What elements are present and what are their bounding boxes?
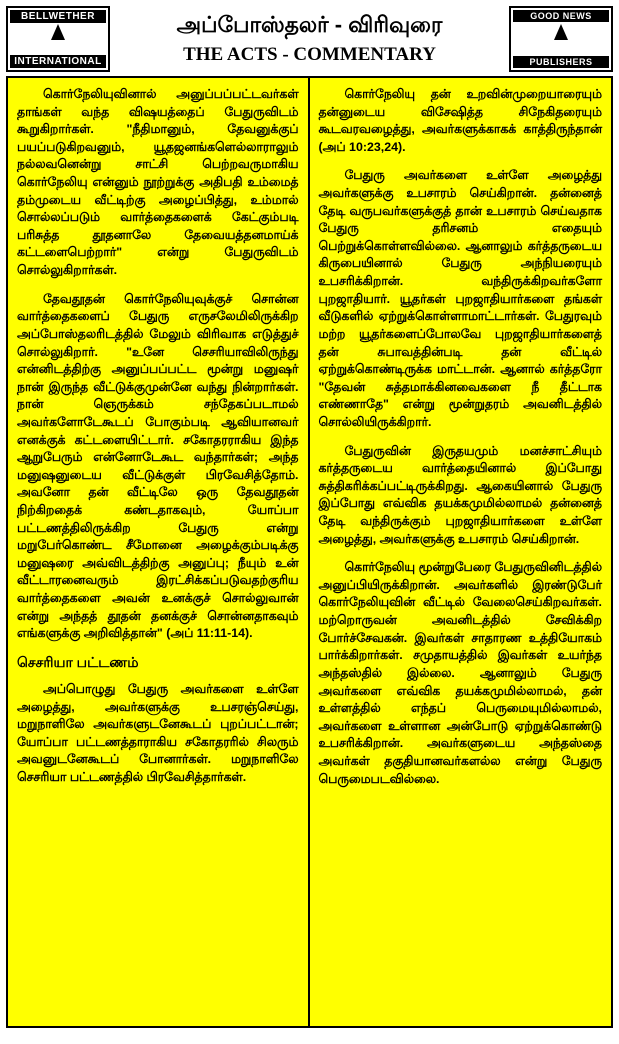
torch-icon <box>51 24 65 40</box>
paragraph: பேதுருவின் இருதயமும் மனச்சாட்சியும் கர்த்தருடைய வார்த்தையினால் இப்போது சுத்திகரிக்கப்பட்டிருக்கிறது. ஆகையினால் பேதுரு இப்போது எவ்விக தயக்கமுமில்லாமல் தன்னைத் தேடி வந்திருக்கும் புறஜாதியார்களை உள்ளே அழைத்து, அவர்களுக்கு உபசாரம் செய்கிறான். <box>318 443 602 546</box>
good-news-logo-bottom-band: PUBLISHERS <box>513 56 609 68</box>
page-header <box>0 0 619 72</box>
paragraph: தேவதூதன் கொர்நேலியுவுக்குச் சொன்ன வார்த்தைகளைப் பேதுரு எருசலேமிலிருக்கிற அப்போஸ்தலரிடத்தில் மேலும் விரிவாக எடுத்துச் சொல்லுகிறார். "உனே செசரியாவிலிருந்து என்னிடத்திற்கு அனுப்பப்பட்ட மூன்று மனுஷர் நான் இருந்த வீட்டுக்குமுன்னே வந்து நின்றார்கள். நான் ஞெருக்கம் சந்தேகப்படாமல் அவர்களோடேகூடப் போகும்படி ஆவியானவர் எனக்குக் கட்டளையிட்டார். சகோதரராகிய இந்த ஆறுபேரும் என்னோடேகூட வந்தார்கள்; அந்த மனுஷனுடைய வீட்டுக்குள் பிரவேசித்தோம். அவனோ தன் வீட்டிலே ஒரு தேவதூதன் நிற்கிறதைக் கண்டதாகவும், யோப்பா பட்டணத்திலிருக்கிற பேதுரு என்று மறுபேர்கொண்ட சீமோனை அழைக்கும்படிக்கு மனுஷரை அவ்விடத்திற்கு அனுப்பு; நீயும் உன் வீட்டாரனைவரும் இரட்சிக்கப்படுவதற்குரிய வார்த்தைகளை அவன் உனக்குச் சொல்லுவான் என்று அந்தத் தூதன் தனக்குச் சொன்னதாகவும் எங்களுக்கு அறிவித்தான்" (அப் 11:11-14). <box>17 291 299 641</box>
section-heading: செசரியா பட்டணம் <box>17 653 139 670</box>
good-news-logo-top-band: GOOD NEWS <box>513 10 609 22</box>
left-column <box>8 78 310 1026</box>
paragraph: அப்பொழுது பேதுரு அவர்களை உள்ளே அழைத்து, அவர்களுக்கு உபசரஞ்செய்து, மறுநாளிலே அவர்களுடனேகூடப் புறப்பட்டான்; யோப்பா பட்டணத்தாராகிய சகோதரரில் சிலரும் அவனுடனேகூடப் போனார்கள். மறுநாளிலே செசரியா பட்டணத்தில் பிரவேசித்தார்கள். <box>17 681 299 784</box>
page-title-tamil: அப்போஸ்தலர் - விரிவுரை <box>176 12 443 38</box>
good-news-publishers-logo <box>509 6 613 72</box>
paragraph: பேதுரு அவர்களை உள்ளே அழைத்து அவர்களுக்கு உபசாரம் செய்கிறான். தன்னைத் தேடி வருபவர்களுக்குத் தான் உபசாரம் செய்வதாக பேதுரு தரிசனம் எதையும் பெற்றுக்கொள்ளவில்லை. ஆனாலும் கர்த்தருடைய கிருபையினால் பேதுரு அந்நியரையும் உபசரிக்கிறான். வந்திருக்கிறவர்களோ புறஜாதியார். யூதர்கள் புறஜாதியார்களை தங்கள் வீடுகளில் ஏற்றுக்கொள்ளாமாட்டார்கள். பேதுரவும் மற்ற யூதர்களைப்போலவே புறஜாதியார்களைத் தன் சுபாவத்தின்படி தன் வீட்டில் ஏற்றுக்கொண்டிருக்க மாட்டான். ஆனால் கர்த்தரோ "தேவன் சுத்தமாக்கினவைகளை நீ தீட்டாக எண்ணாதே" என்று மூன்றுதரம் அவனிடத்தில் சொல்லியிருக்கிறார். <box>318 168 602 429</box>
right-column <box>310 78 612 1026</box>
bellwether-international-logo <box>6 6 110 72</box>
good-news-torch-icon <box>513 22 609 42</box>
torch-icon <box>554 24 568 40</box>
page-title-english: THE ACTS - COMMENTARY <box>183 43 436 65</box>
paragraph: கொர்நேலியு தன் உறவின்முறையாரையும் தன்னுடைய விசேஷித்த சிநேகிதரையும் கூடவரவழைத்து, அவர்களுக்காகக் காத்திருந்தான் (அப் 10:23,24). <box>318 87 602 154</box>
paragraph: கொர்நேலியுவினால் அனுப்பப்பட்டவர்கள் தாங்கள் வந்த விஷயத்தைப் பேதுருவிடம் கூறுகிறார்கள். "நீதிமானும், தேவனுக்குப் பயப்படுகிறவனும், யூதஜனங்களெல்லாராலும் நல்லவனென்று சாட்சி பெற்றவருமாகிய கொர்நேலியு என்னும் நூற்றுக்கு அதிபதி உம்மைத் தம்முடைய வீட்டிற்கு அழைப்பித்து, உம்மால் சொல்லப்படும் வார்த்தைகளைக் கேட்கும்படி பரிசுத்த தூதனாலே தேவையத்தனமாய்க் கட்டளைபெற்றார்" என்று பேதுருவிடம் சொல்லுகிறார்கள். <box>17 87 299 278</box>
bellwether-torch-icon <box>10 23 106 41</box>
page-title <box>110 6 509 72</box>
commentary-body <box>6 76 613 1028</box>
bellwether-logo-bottom-band: INTERNATIONAL <box>10 55 106 68</box>
paragraph: கொர்நேலியு மூன்றுபேரை பேதுருவினிடத்தில் அனுப்பியிருக்கிறான். அவர்களில் இரண்டுபேர் கொர்நேலியுவின் வீட்டில் வேலைசெய்கிறவர்கள். மற்றொருவன் அவனிடத்தில் சேவிக்கிற போர்ச்சேவகன். இவர்கள் சாதாரண உத்தியோகம் பார்க்கிறார்கள். சமுதாயத்தில் இவர்கள் உயர்ந்த அந்தஸ்தில் இல்லை. ஆனாலும் பேதுரு அவர்களை எவ்விக தயக்கமுமில்லாமல், தன் உள்ளத்தில் எந்தப் பெருமையுமில்லாமல், அவர்களை உள்ளான அன்போடு ஏற்றுக்கொண்டு உபசரிக்கிறான். அவர்களுடைய அந்தஸ்தை அவர்கள் தகுதியானவர்களல்ல என்று பேதுரு பெருமைபடவில்லை. <box>318 560 602 786</box>
bellwether-logo-top-band: BELLWETHER <box>10 10 106 23</box>
